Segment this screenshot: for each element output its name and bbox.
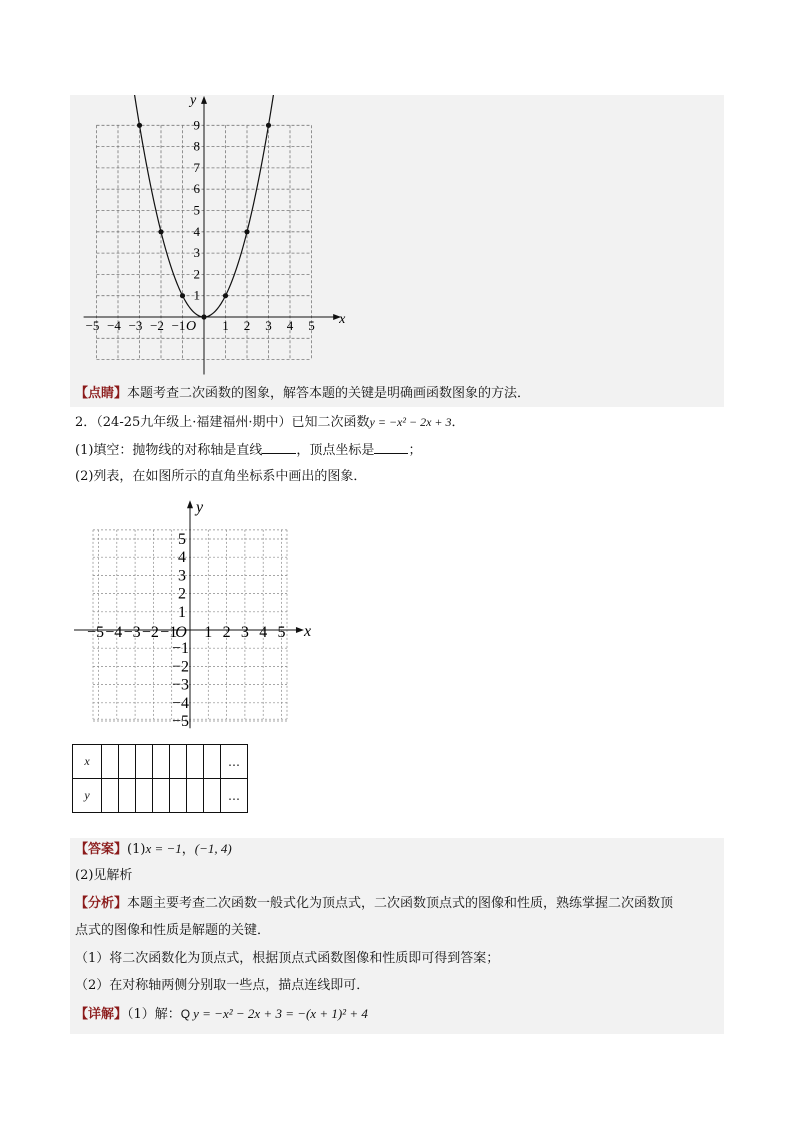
- x-tick-label: −2: [141, 624, 159, 641]
- origin-label: O: [185, 319, 197, 334]
- axis-answer-blank[interactable]: [262, 441, 296, 454]
- detail-equation: y = −x² − 2x + 3 = −(x + 1)² + 4: [193, 1006, 368, 1021]
- x-tick-label: 2: [222, 624, 231, 641]
- coordinate-grid-2: [70, 495, 315, 730]
- table-cell[interactable]: [119, 779, 136, 813]
- x-tick-label: 3: [240, 624, 249, 641]
- y-tick-label: 6: [193, 181, 200, 197]
- answer-tag: 【答案】: [75, 842, 128, 857]
- answer-line: [75, 840, 232, 859]
- y-tick-label: −5: [171, 713, 189, 730]
- table-cell[interactable]: [136, 745, 153, 779]
- part2-text: (2)列表，在如图所示的直角坐标系中画出的图象．: [75, 469, 367, 484]
- x-tick-label: 5: [277, 624, 286, 641]
- x-tick-label: −2: [150, 318, 164, 333]
- analysis-tag: 【分析】: [75, 896, 128, 911]
- answer-axis: x = −1: [145, 841, 182, 856]
- table-header-y: y: [73, 779, 102, 813]
- detail-tag: 【详解】: [75, 1007, 128, 1022]
- part1-text-b: ，顶点坐标是: [296, 443, 375, 458]
- table-cell[interactable]: [187, 745, 204, 779]
- question-end: ．: [451, 415, 465, 430]
- table-cell[interactable]: [170, 745, 187, 779]
- table-cell[interactable]: [204, 779, 221, 813]
- analysis-text-1: 本题主要考查二次函数一般式化为顶点式，二次函数顶点式的图像和性质，熟练掌握二次函数顶: [127, 896, 674, 911]
- x-tick-label: −1: [171, 318, 186, 333]
- table-header-x: x: [73, 745, 102, 779]
- graph2-tick-labels: [87, 499, 311, 730]
- x-tick-label: −4: [107, 318, 121, 333]
- graph1-axes: [84, 96, 342, 375]
- y-tick-label: 9: [193, 117, 200, 133]
- plotted-point: [158, 229, 163, 234]
- y-tick-label: 3: [193, 245, 200, 261]
- plotted-point: [266, 123, 271, 128]
- table-cell[interactable]: [102, 745, 119, 779]
- because-symbol: Q: [180, 1007, 191, 1021]
- y-tick-label: −3: [171, 676, 189, 694]
- table-cell[interactable]: [153, 745, 170, 779]
- y-tick-label: 4: [193, 223, 200, 239]
- question-2-part1: [75, 441, 421, 460]
- part1-text-a: (1)填空：抛物线的对称轴是直线: [75, 443, 263, 458]
- x-tick-label: −5: [85, 318, 100, 333]
- comment-1-tag: 【点睛】: [75, 386, 128, 401]
- vertex-answer-blank[interactable]: [374, 441, 408, 454]
- x-axis-label: x: [303, 623, 312, 640]
- analysis-step-1: [75, 950, 499, 968]
- x-tick-label: −1: [160, 624, 178, 641]
- table-cell[interactable]: [170, 779, 187, 813]
- y-tick-label: 4: [178, 549, 186, 567]
- question-number: 2．: [75, 415, 97, 430]
- analysis-line-2: [75, 922, 270, 940]
- x-tick-label: −3: [128, 318, 143, 333]
- answer-sep: ，: [181, 842, 195, 857]
- comment-1: [75, 385, 530, 403]
- plotted-point: [137, 123, 142, 128]
- table-ellipsis: …: [221, 745, 248, 779]
- x-tick-label: 4: [286, 318, 294, 333]
- x-tick-label: 5: [308, 318, 315, 333]
- question-function: y = −x² − 2x + 3: [369, 415, 452, 429]
- x-tick-label: 1: [204, 624, 213, 641]
- table-row-x: [73, 745, 248, 779]
- answer-part1-prefix: (1): [127, 842, 146, 857]
- y-tick-label: 1: [178, 603, 186, 621]
- table-cell[interactable]: [204, 745, 221, 779]
- graph1-tick-labels: [86, 95, 347, 334]
- x-tick-label: −3: [123, 624, 141, 641]
- x-axis-arrow: [296, 627, 304, 633]
- x-tick-label: 1: [222, 318, 229, 333]
- origin-label: O: [175, 624, 187, 641]
- x-tick-label: −4: [105, 624, 123, 641]
- analysis-text-2: 点式的图像和性质是解题的关键．: [75, 923, 271, 938]
- value-table: [72, 744, 248, 813]
- y-tick-label: 5: [193, 202, 200, 218]
- detail-line: [75, 1005, 368, 1024]
- x-tick-label: 4: [259, 624, 268, 641]
- table-row-y: [73, 779, 248, 813]
- plotted-point: [180, 293, 185, 298]
- x-tick-label: −5: [86, 624, 105, 641]
- comment-1-text: 本题考查二次函数的图象，解答本题的关键是明确画函数图象的方法．: [127, 386, 531, 401]
- y-axis-label: y: [190, 95, 197, 108]
- y-tick-label: 7: [193, 159, 200, 175]
- plotted-point: [244, 229, 249, 234]
- y-tick-label: −4: [171, 694, 189, 712]
- answer-part2-text: (2)见解析: [75, 868, 133, 883]
- question-source: （24-25九年级上·福建福州·期中）已知二次函数: [96, 415, 370, 430]
- y-tick-label: 1: [193, 287, 200, 303]
- answer-vertex: (−1, 4): [194, 841, 232, 856]
- step-2-text: （2）在对称轴两侧分别取一些点，描点连线即可．: [75, 978, 370, 993]
- table-cell[interactable]: [187, 779, 204, 813]
- table-cell[interactable]: [102, 779, 119, 813]
- y-tick-label: 3: [178, 567, 186, 585]
- step-1-text: （1）将二次函数化为顶点式，根据顶点式函数图像和性质即可得到答案；: [75, 951, 500, 966]
- y-tick-label: 2: [193, 266, 200, 282]
- question-2-title: [75, 413, 465, 432]
- table-cell[interactable]: [136, 779, 153, 813]
- plotted-point: [223, 293, 228, 298]
- y-tick-label: −2: [171, 658, 189, 676]
- analysis-line-1: [75, 895, 673, 913]
- table-ellipsis: …: [221, 779, 248, 813]
- x-axis-label: x: [339, 312, 346, 327]
- y-tick-label: −1: [171, 640, 189, 658]
- y-tick-label: 2: [178, 585, 186, 603]
- table-cell[interactable]: [153, 779, 170, 813]
- x-tick-label: 3: [265, 318, 272, 333]
- answer-part2: [75, 867, 132, 885]
- table-cell[interactable]: [119, 745, 136, 779]
- analysis-step-2: [75, 977, 369, 995]
- plotted-point: [201, 314, 206, 319]
- detail-text: （1）解：: [127, 1007, 181, 1022]
- question-2-part2: [75, 468, 366, 486]
- x-tick-label: 2: [243, 318, 251, 333]
- y-tick-label: 8: [193, 138, 200, 154]
- part1-text-c: ；: [408, 443, 422, 458]
- y-tick-label: 5: [178, 531, 186, 548]
- parabola-graph-1: [72, 95, 352, 380]
- y-axis-label: y: [196, 499, 204, 517]
- y-axis-arrow: [187, 500, 193, 508]
- y-axis-arrow: [201, 96, 207, 104]
